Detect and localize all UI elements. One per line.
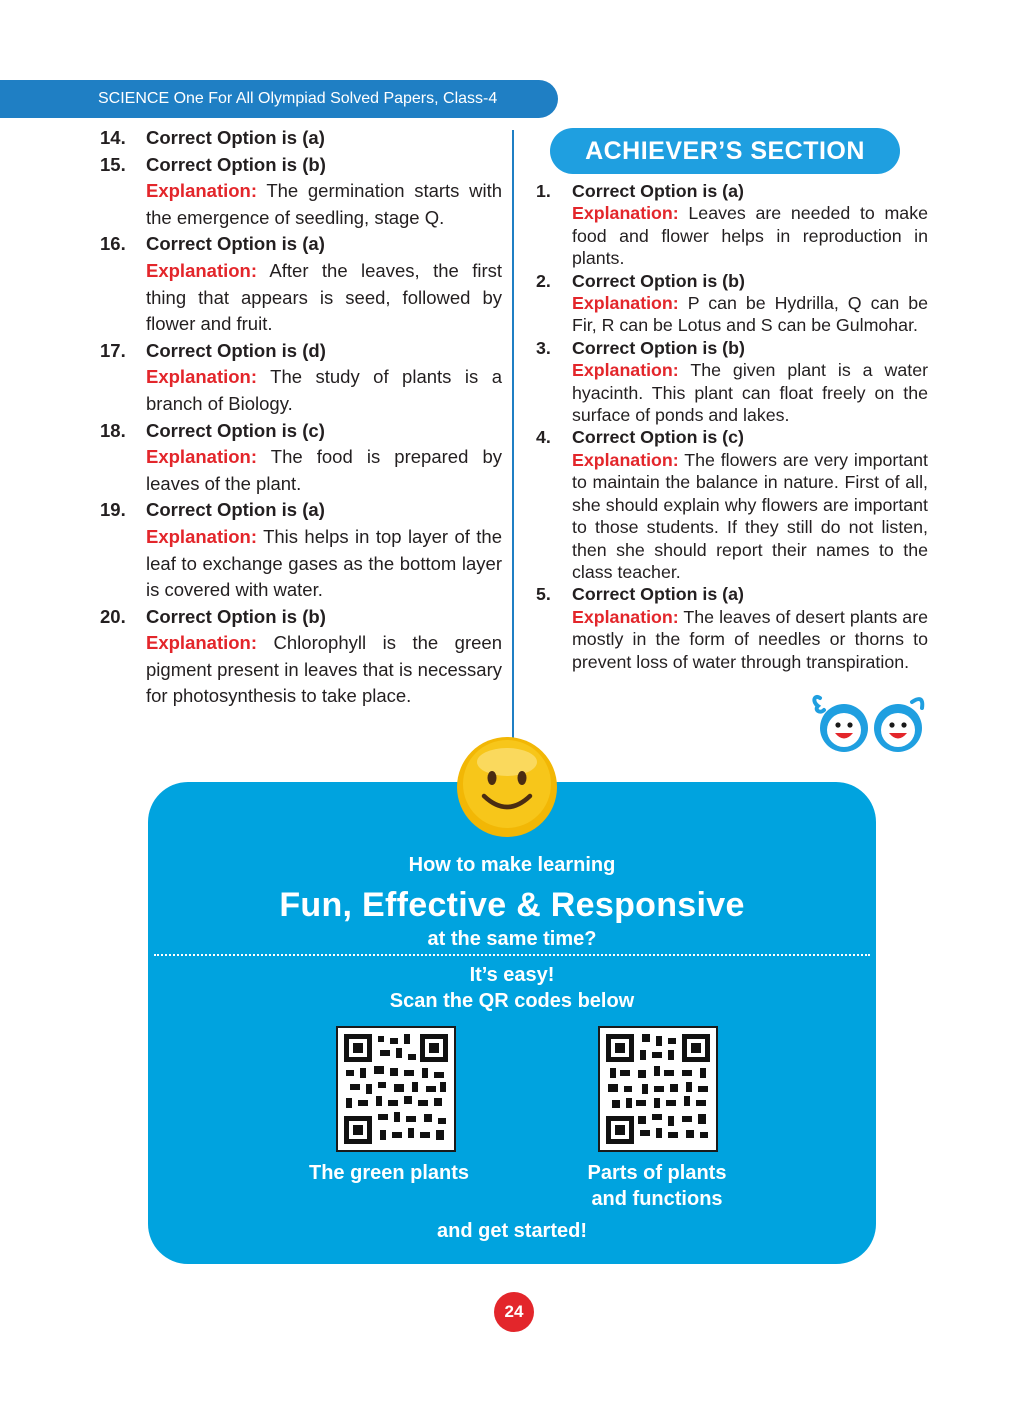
item-number: 1. xyxy=(536,181,551,201)
item-number: 4. xyxy=(536,427,551,448)
correct-option: Correct Option is (a) xyxy=(572,181,744,201)
correct-option: Correct Option is (b) xyxy=(572,337,745,358)
explanation-label: Explanation: xyxy=(146,180,258,202)
item-number: 3. xyxy=(536,337,551,358)
correct-option: Correct Option is (b) xyxy=(572,270,745,291)
explanation-label: Explanation: xyxy=(146,632,258,654)
explanation-text: The food is prepared by leaves of the plant. xyxy=(146,446,502,494)
answer-item xyxy=(100,152,502,232)
answer-item xyxy=(100,604,502,710)
column-divider xyxy=(512,130,514,740)
explanation-text: Chlorophyll is the green pigment present in leaves that is necessary for photosynthesis to take place. xyxy=(146,632,503,707)
header-title: SCIENCE One For All Olympiad Solved Papers, Class-4 xyxy=(98,90,498,107)
explanation-label: Explanation: xyxy=(572,606,679,627)
page-number: 24 xyxy=(494,1292,534,1332)
explanation-label: Explanation: xyxy=(572,293,679,314)
item-number: 14. xyxy=(100,127,126,148)
explanation-text: After the leaves, the first thing that appears is seed, followed by flower and fruit. xyxy=(146,259,503,335)
explanation-text: P can be Hydrilla, Q can be Fir, R can be Lotus and S can be Gulmohar. xyxy=(572,293,928,336)
dotted-divider xyxy=(154,954,870,956)
achievers-section-title: ACHIEVER’S SECTION xyxy=(550,128,900,174)
explanation-text: The leaves of desert plants are mostly in the form of needles or thorns to prevent loss of water through transpiration. xyxy=(572,606,929,672)
explanation-label: Explanation: xyxy=(146,446,258,468)
correct-option: Correct Option is (c) xyxy=(572,427,744,448)
answer-item xyxy=(536,426,928,583)
answer-item xyxy=(536,583,928,673)
qr-code-icon xyxy=(344,1034,448,1144)
item-number: 17. xyxy=(100,339,126,361)
kids-faces-icon xyxy=(812,692,930,754)
explanation-label: Explanation: xyxy=(572,203,679,224)
qr-code-parts-of-plants[interactable] xyxy=(598,1026,718,1152)
correct-option: Correct Option is (a) xyxy=(146,233,325,255)
item-number: 18. xyxy=(100,419,126,441)
smiley-face-icon xyxy=(456,736,558,838)
promo-easy: It’s easy! xyxy=(469,964,555,986)
explanation-label: Explanation: xyxy=(146,366,258,388)
explanation-text: The given plant is a water hyacinth. This plant can float freely on the surface of ponds and lakes. xyxy=(572,360,929,426)
qr-label-parts-of-plants-1: Parts of plants xyxy=(587,1162,727,1184)
item-number: 15. xyxy=(100,153,126,175)
item-number: 5. xyxy=(536,584,551,605)
explanation-text: The flowers are very important to maintain the balance in nature. First of all, she should explain why flowers are important to those students. If they still do not listen, then she should report their names to the class teacher. xyxy=(572,449,928,582)
correct-option: Correct Option is (a) xyxy=(572,584,744,605)
answer-item xyxy=(536,270,928,337)
answer-item xyxy=(536,180,928,270)
correct-option: Correct Option is (d) xyxy=(146,339,326,361)
item-number: 2. xyxy=(536,270,551,291)
answers-right-column xyxy=(536,180,928,673)
correct-option: Correct Option is (a) xyxy=(146,127,325,148)
answers-left-column xyxy=(100,125,502,710)
item-number: 16. xyxy=(100,233,126,255)
header-bar xyxy=(0,80,558,118)
explanation-text: The study of plants is a branch of Biology. xyxy=(146,366,502,414)
answer-item xyxy=(100,418,502,498)
answer-item xyxy=(100,231,502,337)
answer-item xyxy=(100,125,502,152)
promo-scan-instruction: Scan the QR codes below xyxy=(389,990,635,1012)
promo-subline: at the same time? xyxy=(427,928,597,950)
explanation-label: Explanation: xyxy=(146,259,258,281)
qr-label-green-plants: The green plants xyxy=(308,1162,470,1184)
answer-item xyxy=(536,337,928,427)
explanation-text: The germination starts with the emergence of seedling, stage Q. xyxy=(146,180,502,228)
item-number: 20. xyxy=(100,605,126,627)
item-number: 19. xyxy=(100,499,126,521)
promo-footer: and get started! xyxy=(436,1220,588,1242)
answer-item xyxy=(100,497,502,603)
explanation-text: Leaves are needed to make food and flower helps in reproduction in plants. xyxy=(572,203,928,269)
qr-code-icon xyxy=(606,1034,710,1144)
explanation-label: Explanation: xyxy=(146,525,258,547)
promo-headline: Fun, Effective & Responsive xyxy=(279,886,745,924)
correct-option: Correct Option is (b) xyxy=(146,605,326,627)
correct-option: Correct Option is (b) xyxy=(146,153,326,175)
promo-intro: How to make learning xyxy=(408,854,616,876)
qr-code-green-plants[interactable] xyxy=(336,1026,456,1152)
explanation-label: Explanation: xyxy=(572,449,679,470)
qr-label-parts-of-plants-2: and functions xyxy=(591,1188,723,1210)
explanation-text: This helps in top layer of the leaf to exchange gases as the bottom layer is covered with water. xyxy=(146,525,502,601)
answer-item xyxy=(100,338,502,418)
promo-panel xyxy=(148,782,876,1264)
correct-option: Correct Option is (a) xyxy=(146,499,325,521)
correct-option: Correct Option is (c) xyxy=(146,419,325,441)
explanation-label: Explanation: xyxy=(572,360,679,381)
